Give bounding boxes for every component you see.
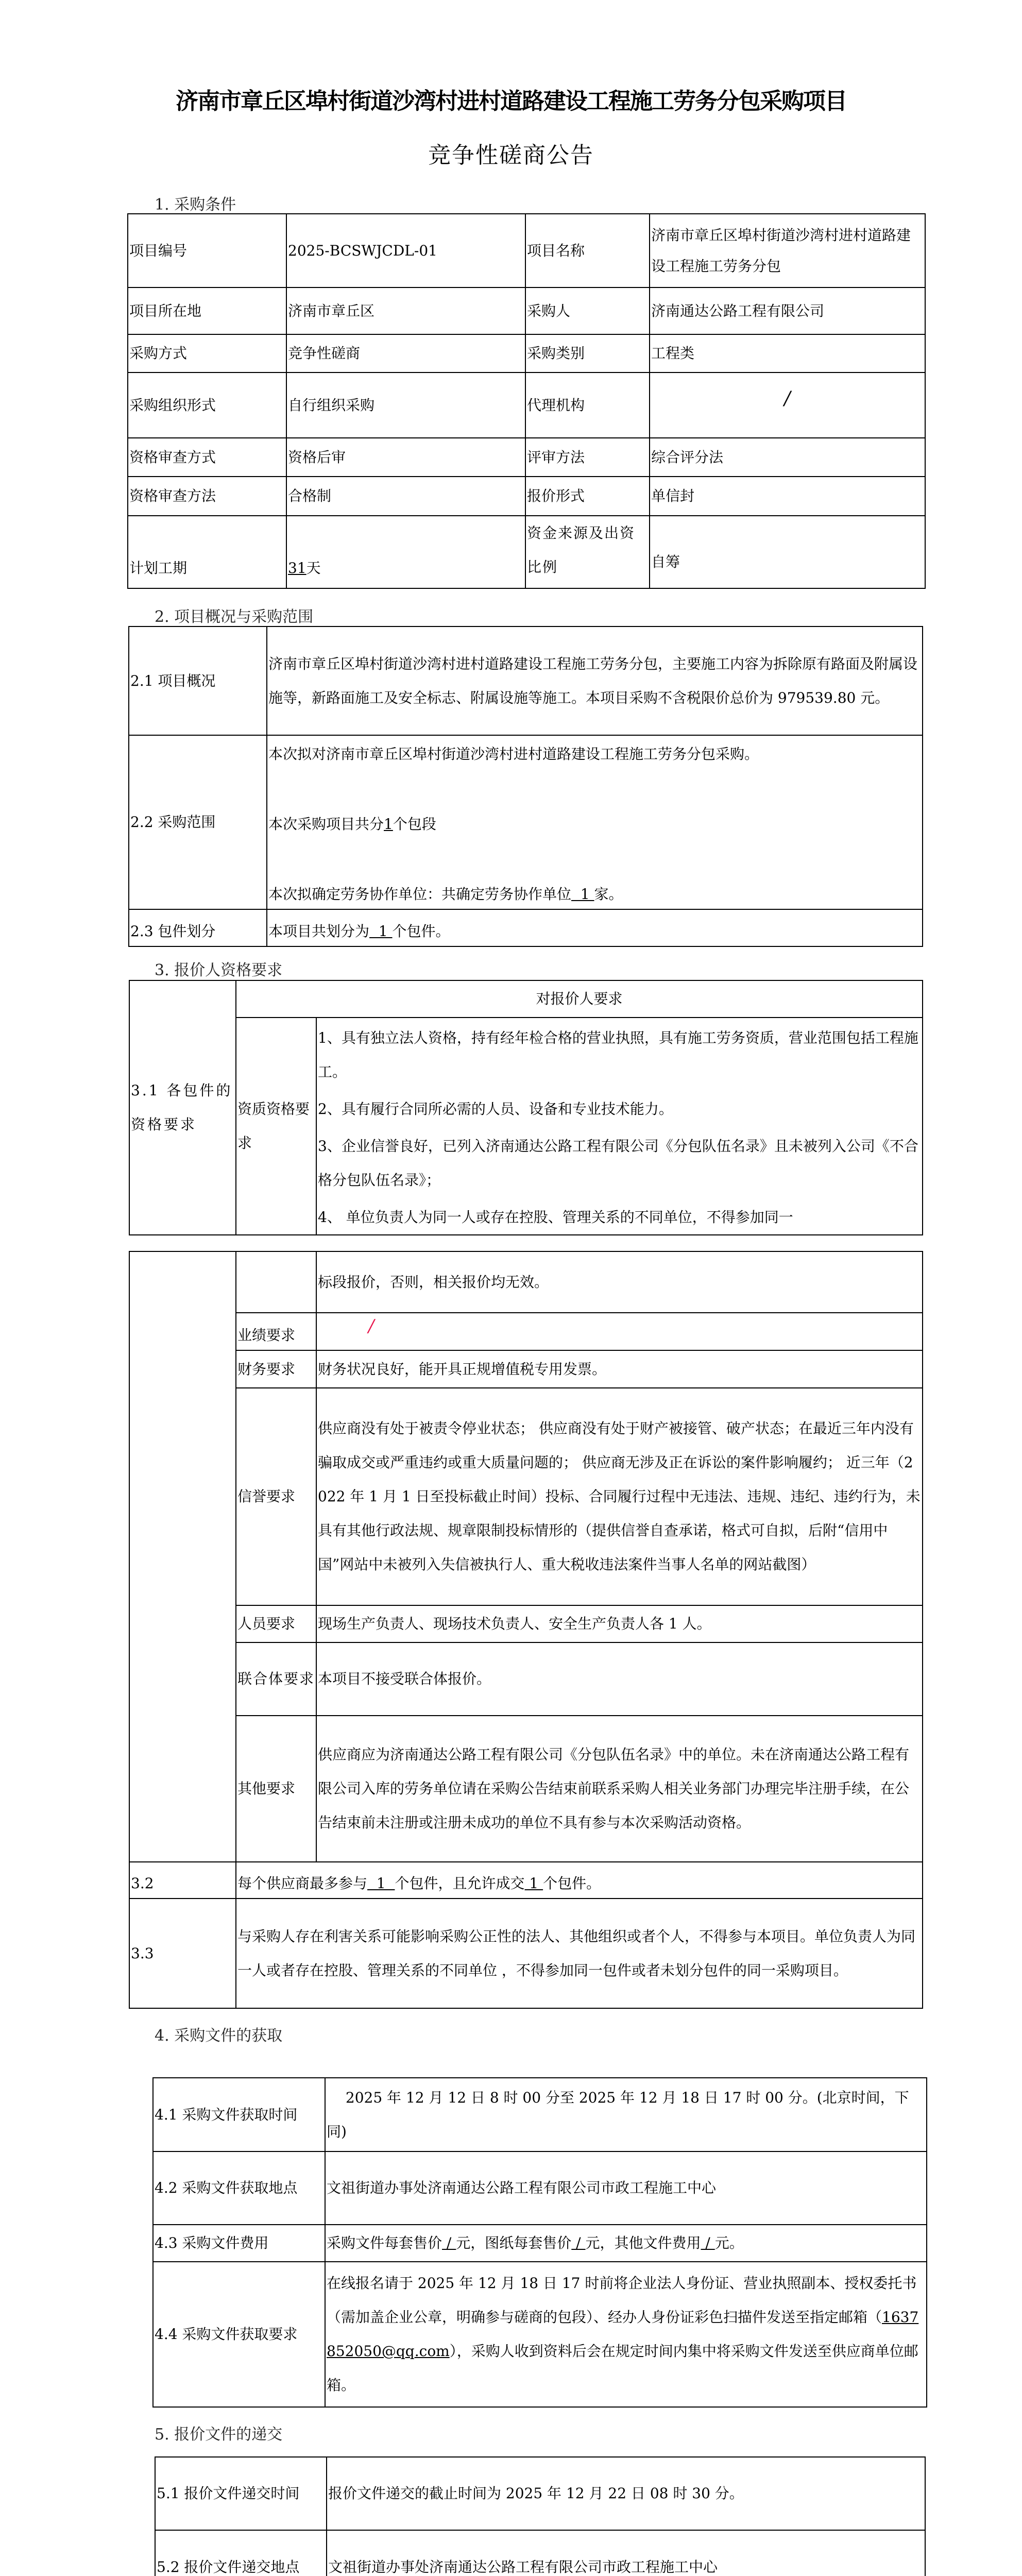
cell-label: 4.1 采购文件获取时间 xyxy=(153,2078,325,2151)
text: ），采购人收到资料后会在规定时间内集中将采购文件发送至供应商单位邮箱。 xyxy=(327,2343,918,2394)
scope-line-2 xyxy=(268,810,921,839)
table-row xyxy=(129,1716,923,1862)
cell-text: 供应商应为济南通达公路工程有限公司《分包队伍名录》中的单位。未在济南通达公路工程有限公司入库的劳务单位请在采购公告结束前联系采购人相关业务部门办理完毕注册手续，在公告结束前未注册或注册未成功的单位不具有参与本次采购活动资格。 xyxy=(316,1716,923,1862)
cell-label: 项目所在地 xyxy=(128,287,286,334)
cell-value: 合格制 xyxy=(286,477,525,516)
table-row xyxy=(153,2262,927,2407)
other-fee: / xyxy=(701,2234,715,2251)
cell-label: 资格审查方法 xyxy=(128,477,286,516)
column-header: 对报价人要求 xyxy=(236,980,923,1018)
cell-text: 供应商没有处于被责令停业状态； 供应商没有处于财产被接管、破产状态；在最近三年内没有骗取成交或严重违约或重大质量问题的； 供应商无涉及正在诉讼的案件影响履约； 近三年（2022 年 1 月 1 日至投标截止时间）投标、合同履行过程中无违法、违规、违纪、违约行为，未具有其他行政法规、规章限制投标情形的（提供信誉自查承诺，格式可自拟，后附“信用中国”网站中未被列入失信被执行人、重大税收违法案件当事人名单的网站截图） xyxy=(316,1388,923,1605)
max-packages: 1 xyxy=(367,1875,395,1892)
cell-value: 工程类 xyxy=(650,334,925,372)
lot-count: 1 xyxy=(384,816,393,833)
table-row xyxy=(129,1388,923,1605)
cell-label: 3.3 xyxy=(129,1899,236,2008)
text: 采购文件每套售价 xyxy=(327,2234,442,2251)
cell-label: 联合体要求 xyxy=(236,1642,316,1716)
package-count: 1 xyxy=(369,923,393,940)
text: 个包段 xyxy=(393,816,436,833)
cell-value: 单信封 xyxy=(650,477,925,516)
table-row xyxy=(129,1313,923,1350)
section-4-heading: 4. 采购文件的获取 xyxy=(155,2027,283,2045)
cell-value: 自行组织采购 xyxy=(286,372,525,438)
table-row xyxy=(129,626,923,735)
table-row xyxy=(128,516,925,588)
table-row xyxy=(129,1605,923,1642)
cell-label: 2.3 包件划分 xyxy=(129,909,267,946)
cell-label: 2.1 项目概况 xyxy=(129,626,267,735)
cell-label: 财务要求 xyxy=(236,1350,316,1388)
cell-label: 资格审查方式 xyxy=(128,438,286,477)
document-subtitle: 竞争性磋商公告 xyxy=(428,142,594,168)
section-2-heading: 2. 项目概况与采购范围 xyxy=(155,608,314,626)
cell-text xyxy=(267,909,923,946)
cell-value: 综合评分法 xyxy=(650,438,925,477)
scope-line-1: 本次拟对济南市章丘区埠村街道沙湾村进村道路建设工程施工劳务分包采购。 xyxy=(268,745,759,762)
cell-text xyxy=(236,1862,923,1899)
table-row xyxy=(128,372,925,438)
text: 个包件。 xyxy=(543,1875,601,1892)
cell-label: 评审方法 xyxy=(525,438,650,477)
project-overview-table xyxy=(128,626,923,947)
text: 每个供应商最多参与 xyxy=(237,1875,368,1892)
table-row xyxy=(129,735,923,909)
section-1-heading: 1. 采购条件 xyxy=(155,196,236,214)
table-row xyxy=(153,2225,927,2262)
cell-label: 计划工期 xyxy=(128,516,286,588)
cell-label: 4.4 采购文件获取要求 xyxy=(153,2262,325,2407)
performance-slash: / xyxy=(368,1316,374,1336)
cell-text: 2025 年 12 月 12 日 8 时 00 分至 2025 年 12 月 18 日 17 时 00 分。(北京时间，下同) xyxy=(325,2078,927,2151)
drawing-price: / xyxy=(571,2234,586,2251)
cell-text: 现场生产负责人、现场技术负责人、安全生产负责人各 1 人。 xyxy=(316,1605,923,1642)
cell-value: 济南市章丘区 xyxy=(286,287,525,334)
cell-label: 人员要求 xyxy=(236,1605,316,1642)
cell-label: 项目名称 xyxy=(525,214,650,287)
cell-label: 5.1 报价文件递交时间 xyxy=(155,2457,327,2530)
table-row xyxy=(155,2457,925,2530)
table-row xyxy=(153,2151,927,2225)
qual-item-2: 2、具有履行合同所必需的人员、设备和专业技术能力。 xyxy=(318,1100,673,1117)
bidder-qualification-table-part2 xyxy=(129,1251,923,2009)
document-acquisition-table xyxy=(152,2077,927,2408)
document-title: 济南市章丘区埠村街道沙湾村进村道路建设工程施工劳务分包采购项目 xyxy=(176,88,846,114)
quotation-submission-table xyxy=(155,2456,926,2576)
cell-label: 采购方式 xyxy=(128,334,286,372)
email-link[interactable]: 1637852050@qq.com xyxy=(327,2309,919,2360)
scope-line-3 xyxy=(268,880,921,909)
table-row xyxy=(129,1862,923,1899)
table-row xyxy=(128,438,925,477)
duration-unit: 天 xyxy=(306,560,321,577)
text: 本项目共划分为 xyxy=(268,923,370,940)
cell-value xyxy=(286,516,525,588)
cell-label: 信誉要求 xyxy=(236,1388,316,1605)
cell-text: 与采购人存在利害关系可能影响采购公正性的法人、其他组织或者个人，不得参与本项目。单位负责人为同一人或者存在控股、管理关系的不同单位 ，不得参加同一包件或者未划分包件的同一采购项目。 xyxy=(236,1899,923,2008)
cell-value xyxy=(650,372,925,438)
table-row xyxy=(153,2078,927,2151)
cell-label: 代理机构 xyxy=(525,372,650,438)
table-row xyxy=(129,1251,923,1313)
cell-label: 3.2 xyxy=(129,1862,236,1899)
table-row xyxy=(129,1642,923,1716)
section-3-heading: 3. 报价人资格要求 xyxy=(155,961,283,979)
cell-text xyxy=(325,2262,927,2407)
cell-label: 资质资格要求 xyxy=(236,1018,316,1235)
text: 在线报名请于 2025 年 12 月 18 日 17 时前将企业法人身份证、营业执照副本、授权委托书（需加盖企业公章，明确参与磋商的包段）、经办人身份证彩色扫描件发送至指定邮箱（ xyxy=(327,2275,917,2326)
cell-text: 本项目不接受联合体报价。 xyxy=(316,1642,923,1716)
qual-item-4: 4、 单位负责人为同一人或存在控股、管理关系的不同单位，不得参加同一 xyxy=(318,1209,793,1226)
text: 元。 xyxy=(714,2234,744,2251)
cell-label: 其他要求 xyxy=(236,1716,316,1862)
cell-label-empty xyxy=(236,1251,316,1313)
table-row xyxy=(155,2530,925,2576)
cell-label: 采购组织形式 xyxy=(128,372,286,438)
bidder-qualification-table-part1 xyxy=(129,980,923,1235)
cell-text xyxy=(325,2225,927,2262)
cell-text: 文祖街道办事处济南通达公路工程有限公司市政工程施工中心 xyxy=(327,2530,925,2576)
text: 个包件，且允许成交 xyxy=(395,1875,525,1892)
table-row xyxy=(129,909,923,946)
table-row xyxy=(129,980,923,1018)
text: 本次采购项目共分 xyxy=(268,816,384,833)
cell-label: 2.2 采购范围 xyxy=(129,735,267,909)
table-row xyxy=(129,1899,923,2008)
section-5-heading: 5. 报价文件的递交 xyxy=(155,2426,283,2444)
cell-value: 济南通达公路工程有限公司 xyxy=(650,287,925,334)
text: 家。 xyxy=(594,886,623,903)
text: 本次拟确定劳务协作单位：共确定劳务协作单位 xyxy=(268,886,572,903)
cell-value: 资格后审 xyxy=(286,438,525,477)
cell-label: 采购类别 xyxy=(525,334,650,372)
unit-count: 1 xyxy=(571,886,594,903)
table-row xyxy=(129,1018,923,1235)
cell-value xyxy=(316,1313,923,1350)
cell-label: 4.3 采购文件费用 xyxy=(153,2225,325,2262)
cell-label: 业绩要求 xyxy=(236,1313,316,1350)
cell-label: 采购人 xyxy=(525,287,650,334)
text: 元，其他文件费用 xyxy=(585,2234,701,2251)
duration-days: 31 xyxy=(288,560,306,577)
cell-label: 4.2 采购文件获取地点 xyxy=(153,2151,325,2225)
cell-text: 文祖街道办事处济南通达公路工程有限公司市政工程施工中心 xyxy=(325,2151,927,2225)
cell-value: 自筹 xyxy=(650,516,925,588)
cell-label: 项目编号 xyxy=(128,214,286,287)
agency-slash: / xyxy=(784,388,791,409)
text: 元，图纸每套售价 xyxy=(456,2234,572,2251)
table-row xyxy=(129,1350,923,1388)
cell-value: 竞争性磋商 xyxy=(286,334,525,372)
cell-value: 济南市章丘区埠村街道沙湾村进村道路建设工程施工劳务分包 xyxy=(650,214,925,287)
qual-item-1: 1、具有独立法人资格，持有经年检合格的营业执照，具有施工劳务资质，营业范围包括工程施工。 xyxy=(318,1029,918,1080)
table-row xyxy=(128,477,925,516)
table-row xyxy=(128,334,925,372)
qual-item-3: 3、企业信誉良好，已列入济南通达公路工程有限公司《分包队伍名录》且未被列入公司《不合格分包队伍名录》； xyxy=(318,1138,918,1189)
cell-label-empty xyxy=(129,1251,236,1862)
cell-text: 报价文件递交的截止时间为 2025 年 12 月 22 日 08 时 30 分。 xyxy=(327,2457,925,2530)
cell-label: 报价形式 xyxy=(525,477,650,516)
cell-label: 资金来源及出资比例 xyxy=(525,516,650,588)
award-packages: 1 xyxy=(524,1875,543,1892)
cell-text: 财务状况良好，能开具正规增值税专用发票。 xyxy=(316,1350,923,1388)
cell-label: 5.2 报价文件递交地点 xyxy=(155,2530,327,2576)
table-row xyxy=(128,287,925,334)
doc-price: / xyxy=(442,2234,456,2251)
procurement-conditions-table xyxy=(127,213,926,589)
cell-label: 3.1 各包件的资格要求 xyxy=(129,980,236,1235)
cell-text xyxy=(267,735,923,909)
cell-text: 济南市章丘区埠村街道沙湾村进村道路建设工程施工劳务分包，主要施工内容为拆除原有路面及附属设施等，新路面施工及安全标志、附属设施等施工。本项目采购不含税限价总价为 979539.80 元。 xyxy=(267,626,923,735)
table-row xyxy=(128,214,925,287)
cell-text xyxy=(316,1018,923,1235)
text: 个包件。 xyxy=(392,923,450,940)
cell-value: 2025-BCSWJCDL-01 xyxy=(286,214,525,287)
cell-text: 标段报价，否则，相关报价均无效。 xyxy=(316,1251,923,1313)
